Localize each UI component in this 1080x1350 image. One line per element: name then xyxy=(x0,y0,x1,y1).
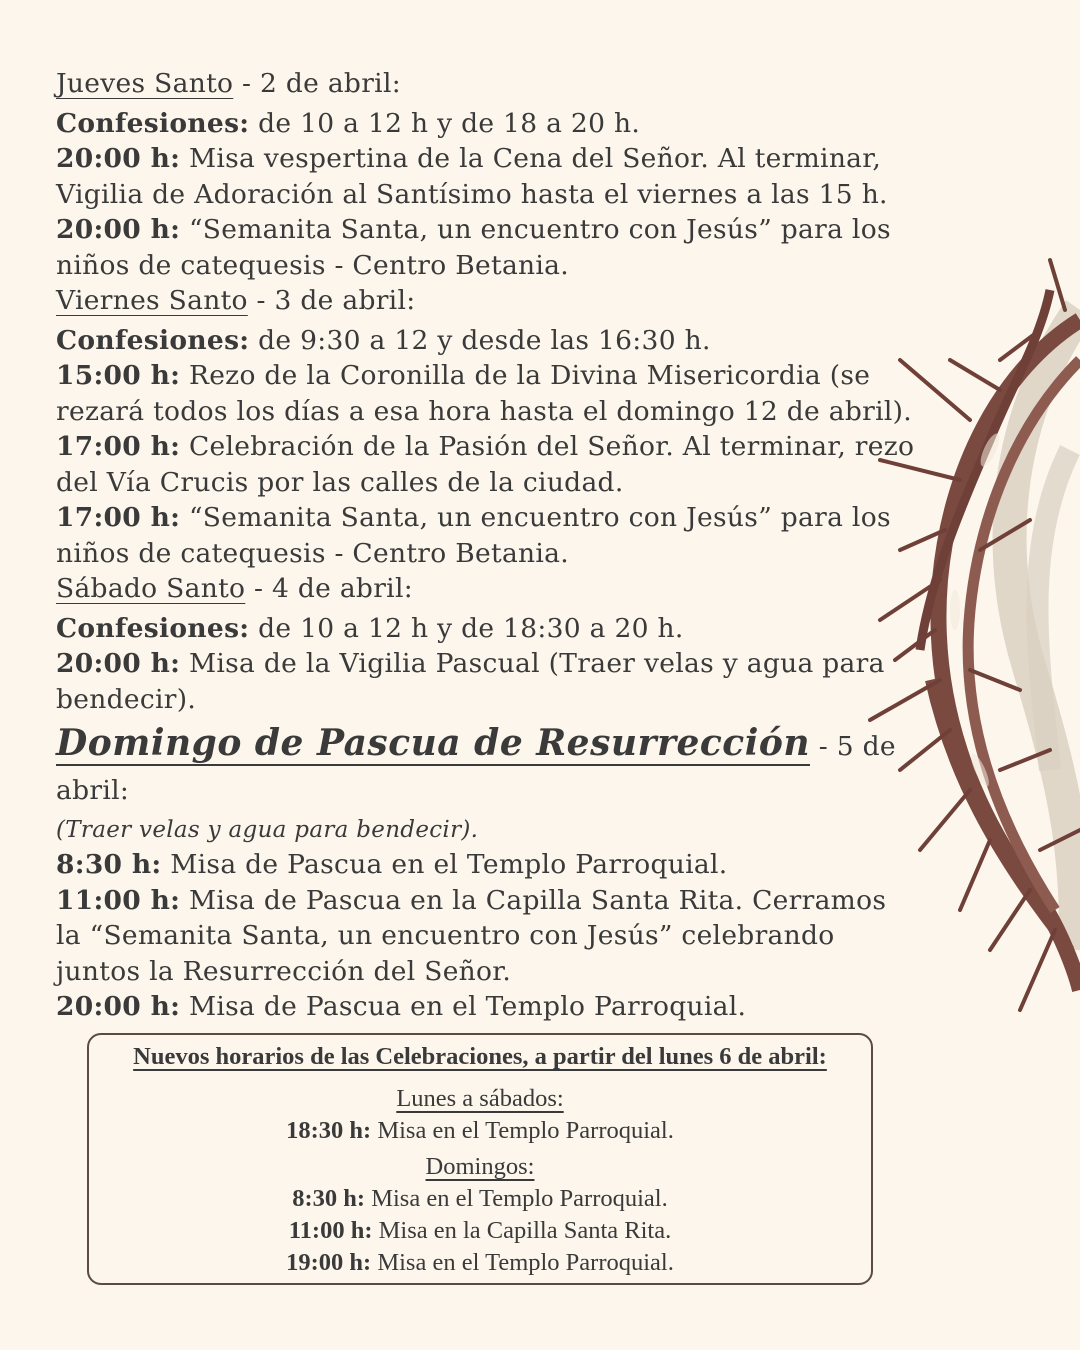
line-label: Confesiones: xyxy=(56,324,250,356)
sunday-date: - 5 de abril: xyxy=(56,731,896,806)
sunday-heading xyxy=(56,721,916,813)
line-label: Confesiones: xyxy=(56,107,250,139)
line-label: 20:00 h: xyxy=(56,143,181,174)
line-label: 15:00 h: xyxy=(56,360,181,391)
line-label: 11:00 h: xyxy=(56,884,181,916)
sunday-mass-line xyxy=(89,1247,871,1279)
schedule-line xyxy=(56,847,916,883)
schedule-line xyxy=(56,106,916,142)
line-text: de 9:30 a 12 y desde las 16:30 h. xyxy=(249,324,711,356)
day-heading xyxy=(56,66,916,102)
line-text: “Semanita Santa, un encuentro con Jesús” para los niños de catequesis - Centro Betania. xyxy=(56,214,891,281)
box-title: Nuevos horarios de las Celebraciones, a partir del lunes 6 de abril: xyxy=(133,1043,827,1070)
weekday-mass-line xyxy=(89,1115,871,1147)
schedule-line xyxy=(56,429,916,500)
line-text: Misa en el Templo Parroquial. xyxy=(371,1249,674,1276)
line-text: de 10 a 12 h y de 18:30 a 20 h. xyxy=(249,612,684,644)
line-text: Misa de Pascua en la Capilla Santa Rita. Cerramos la “Semanita Santa, un encuentro con Jesús” celebrando juntos la Resurrección del Señor. xyxy=(56,884,887,987)
schedule-line xyxy=(56,989,916,1025)
line-label: 17:00 h: xyxy=(56,502,181,533)
line-label: 11:00 h: xyxy=(288,1217,373,1244)
line-text: Misa en el Templo Parroquial. xyxy=(371,1117,674,1144)
day-date: - 2 de abril: xyxy=(233,68,401,99)
schedule-line xyxy=(56,358,916,429)
day-name: Jueves Santo xyxy=(56,68,234,99)
line-label: 20:00 h: xyxy=(56,648,181,679)
weekdays-label: Lunes a sábados: xyxy=(396,1085,564,1112)
sunday-section xyxy=(56,721,916,1025)
line-text: Misa en la Capilla Santa Rita. xyxy=(372,1217,672,1244)
sundays-label: Domingos: xyxy=(425,1153,535,1180)
line-label: 20:00 h: xyxy=(56,991,181,1022)
day-heading xyxy=(56,283,916,319)
schedule-line xyxy=(56,141,916,212)
sunday-mass-line xyxy=(89,1215,871,1247)
day-date: - 3 de abril: xyxy=(247,285,416,316)
schedule-line xyxy=(56,883,916,990)
schedule-line xyxy=(56,500,916,571)
line-label: 8:30 h: xyxy=(56,849,162,880)
line-text: de 10 a 12 h y de 18 a 20 h. xyxy=(249,107,641,139)
schedule-line xyxy=(56,212,916,283)
line-label: 8:30 h: xyxy=(292,1185,366,1212)
line-text: Misa de Pascua en el Templo Parroquial. xyxy=(161,849,728,880)
new-schedule-box xyxy=(87,1033,873,1285)
day-date: - 4 de abril: xyxy=(245,573,413,604)
day-name: Sábado Santo xyxy=(56,573,246,604)
line-label: 19:00 h: xyxy=(286,1249,372,1276)
day-section xyxy=(56,571,916,717)
day-section xyxy=(56,283,916,571)
schedule-line xyxy=(56,646,916,717)
line-text: Misa de la Vigilia Pascual (Traer velas y agua para bendecir). xyxy=(56,648,885,715)
line-label: Confesiones: xyxy=(56,612,250,644)
line-text: Rezo de la Coronilla de la Divina Misericordia (se rezará todos los días a esa hora hasta el domingo 12 de abril). xyxy=(56,360,913,427)
line-text: Celebración de la Pasión del Señor. Al terminar, rezo del Vía Crucis por las calles de la ciudad. xyxy=(56,431,915,498)
line-label: 18:30 h: xyxy=(286,1117,372,1144)
schedule-line xyxy=(56,611,916,647)
line-text: Misa en el Templo Parroquial. xyxy=(365,1185,668,1212)
sunday-note: (Traer velas y agua para bendecir). xyxy=(56,817,479,843)
holy-week-schedule xyxy=(56,66,916,1025)
line-text: “Semanita Santa, un encuentro con Jesús” para los niños de catequesis - Centro Betania. xyxy=(56,502,891,569)
sunday-name: Domingo de Pascua de Resurrección xyxy=(56,722,811,764)
line-label: 20:00 h: xyxy=(56,214,181,245)
schedule-line xyxy=(56,323,916,359)
line-text: Misa vespertina de la Cena del Señor. Al terminar, Vigilia de Adoración al Santísimo hasta el viernes a las 15 h. xyxy=(56,143,888,210)
line-text: Misa de Pascua en el Templo Parroquial. xyxy=(180,991,747,1022)
day-name: Viernes Santo xyxy=(56,285,248,316)
sunday-mass-line xyxy=(89,1183,871,1215)
line-label: 17:00 h: xyxy=(56,431,181,462)
day-section xyxy=(56,66,916,283)
day-heading xyxy=(56,571,916,607)
